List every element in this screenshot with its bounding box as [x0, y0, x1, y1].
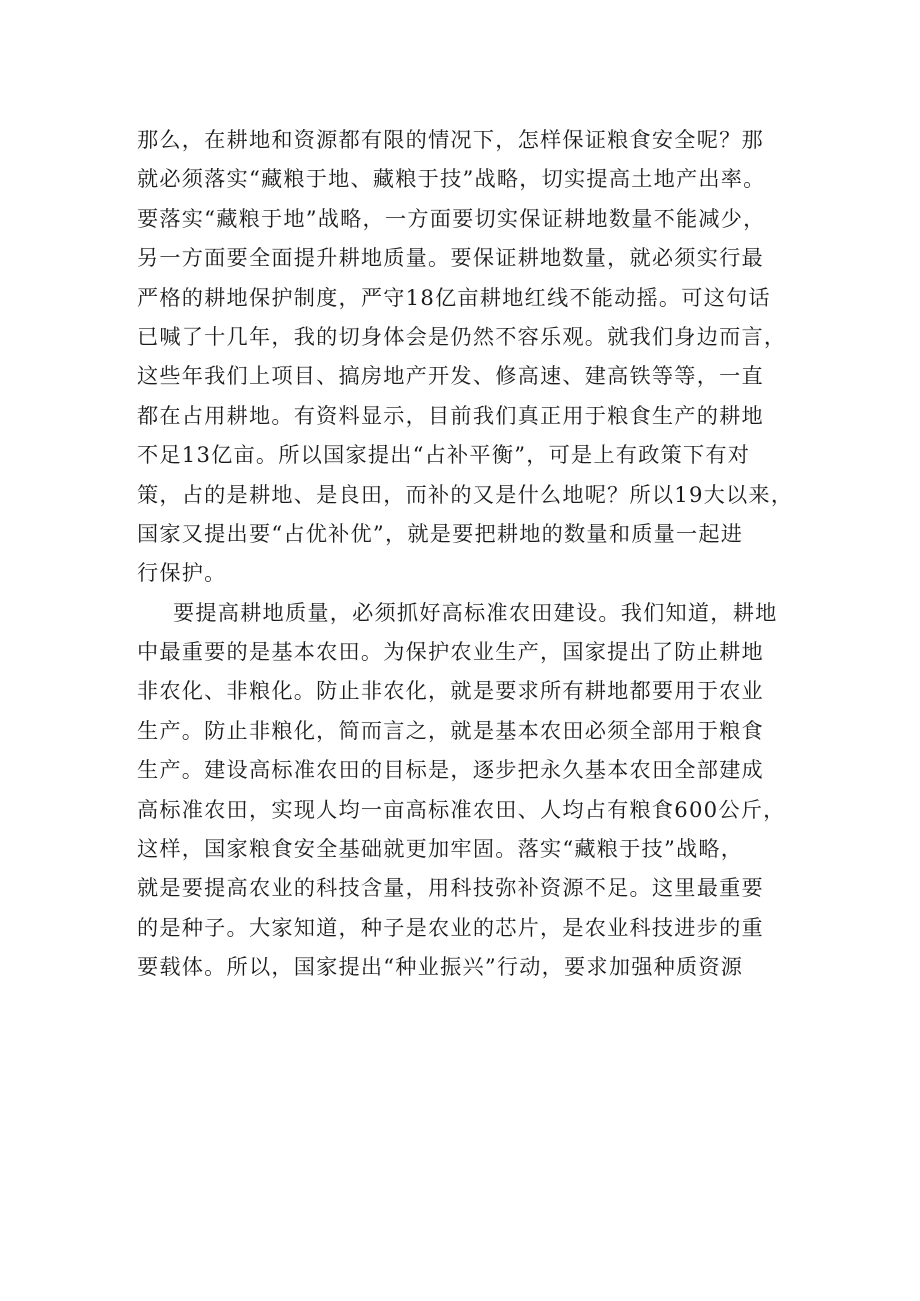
text-line: 不足13亿亩。所以国家提出“占补平衡”，可是上有政策下有对	[137, 442, 751, 468]
text-line: 行保护。	[137, 560, 227, 586]
text-line: 这样，国家粮食安全基础就更加牢固。落实“藏粮于技”战略，	[137, 836, 744, 862]
text-line: 非农化、非粮化。防止非农化，就是要求所有耕地都要用于农业	[137, 678, 764, 704]
text-line: 高标准农田，实现人均一亩高标准农田、人均占有粮食600公斤，	[137, 796, 786, 822]
text-line: 生产。建设高标准农田的目标是，逐步把永久基本农田全部建成	[137, 757, 764, 783]
text-line: 已喊了十几年，我的切身体会是仍然不容乐观。就我们身边而言，	[137, 323, 787, 349]
text-line: 就是要提高农业的科技含量，用科技弥补资源不足。这里最重要	[137, 875, 764, 901]
text-line: 生产。防止非粮化，简而言之，就是基本农田必须全部用于粮食	[137, 717, 764, 743]
text-line: 都在占用耕地。有资料显示，目前我们真正用于粮食生产的耕地	[137, 402, 764, 428]
text-line: 另一方面要全面提升耕地质量。要保证耕地数量，就必须实行最	[137, 245, 764, 271]
text-line: 要载体。所以，国家提出“种业振兴”行动，要求加强种质资源	[137, 954, 744, 980]
text-line: 的是种子。大家知道，种子是农业的芯片，是农业科技进步的重	[137, 914, 764, 940]
text-line: 就必须落实“藏粮于地、藏粮于技”战略，切实提高土地产出率。	[137, 166, 766, 192]
body-text	[137, 120, 797, 987]
text-line: 策，占的是耕地、是良田，而补的又是什么地呢？所以19大以来，	[137, 481, 794, 507]
text-line: 严格的耕地保护制度，严守18亿亩耕地红线不能动摇。可这句话	[137, 284, 771, 310]
text-line: 国家又提出要“占优补优”，就是要把耕地的数量和质量一起进	[137, 520, 744, 546]
text-line: 那么，在耕地和资源都有限的情况下，怎样保证粮食安全呢？那	[137, 127, 764, 152]
text-line: 这些年我们上项目、搞房地产开发、修高速、建高铁等等，一直	[137, 363, 764, 389]
paragraph-1	[137, 120, 797, 593]
text-line: 要落实“藏粮于地”战略，一方面要切实保证耕地数量不能减少，	[137, 205, 766, 231]
paragraph-2	[137, 593, 797, 987]
text-line: 中最重要的是基本农田。为保护农业生产，国家提出了防止耕地	[137, 639, 764, 665]
text-line-indented: 要提高耕地质量，必须抓好高标准农田建设。我们知道，耕地	[173, 599, 778, 625]
